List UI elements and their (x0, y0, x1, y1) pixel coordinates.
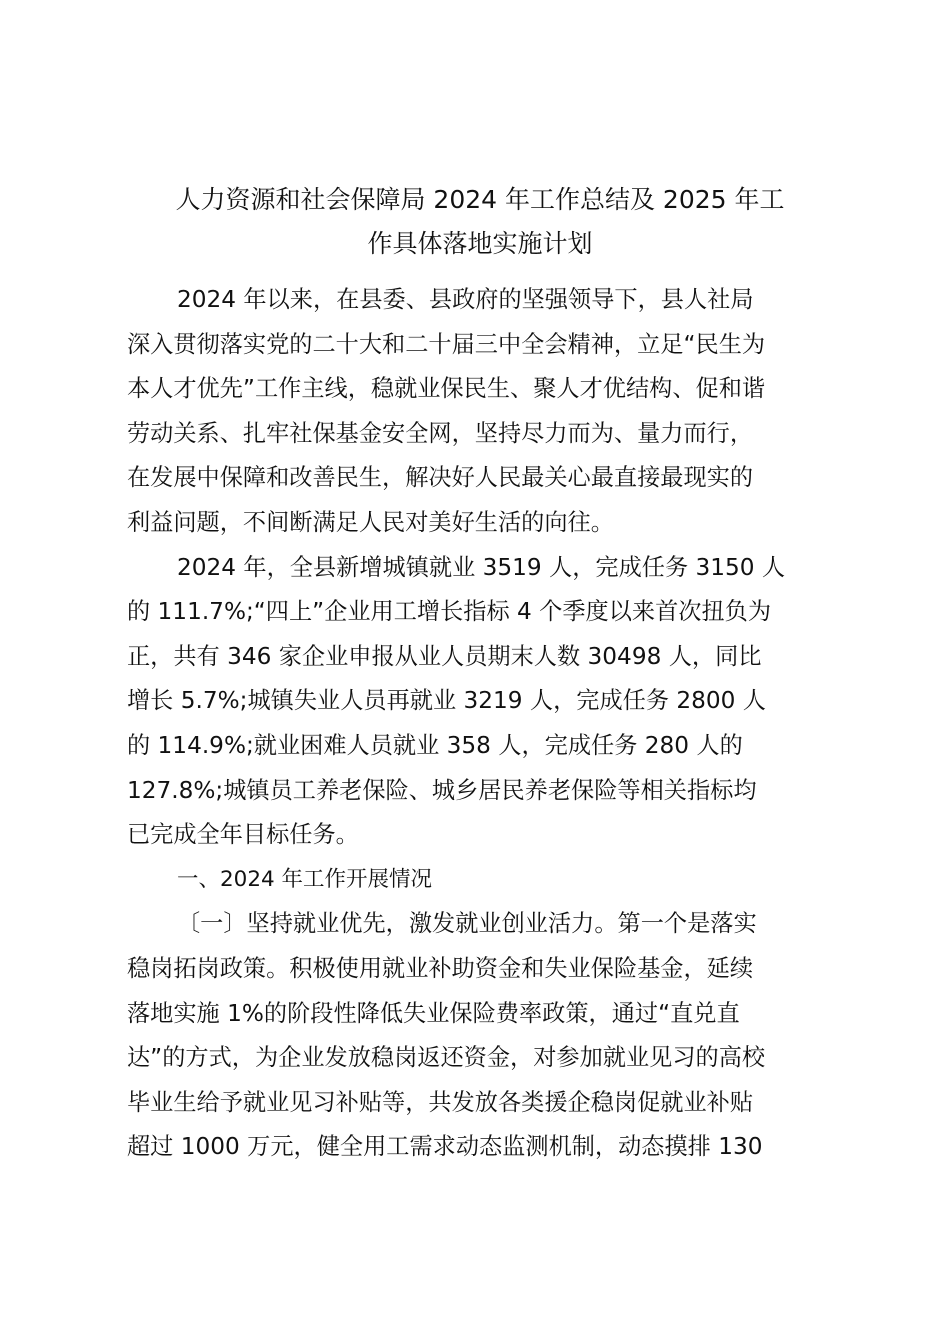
section-heading: 一、2024 年工作开展情况 (177, 866, 433, 892)
paragraph-line: 正，共有 346 家企业申报从业人员期末人数 30498 人，同比 (127, 642, 762, 670)
paragraph-line: 毕业生给予就业见习补贴等，共发放各类援企稳岗促就业补贴 (127, 1088, 754, 1116)
document-title (127, 178, 833, 266)
paragraph-line: 利益问题，不间断满足人民对美好生活的向往。 (127, 508, 614, 536)
paragraph-line: 落地实施 1%的阶段性降低失业保险费率政策，通过“直兑直 (127, 999, 740, 1027)
subsection-paragraph (127, 902, 833, 1170)
document-body (127, 278, 833, 1170)
paragraph-line: 的 111.7%;“四上”企业用工增长指标 4 个季度以来首次扭负为 (127, 598, 772, 626)
paragraph-line: 达”的方式，为企业发放稳岗返还资金，对参加就业见习的高校 (127, 1044, 766, 1072)
paragraph-line: 稳岗拓岗政策。积极使用就业补助资金和失业保险基金，延续 (127, 954, 754, 982)
paragraph-line: 〔一〕坚持就业优先，激发就业创业活力。第一个是落实 (177, 910, 757, 938)
paragraph-line: 劳动关系、扎牢社保基金安全网，坚持尽力而为、量力而行， (127, 419, 754, 447)
paragraph-line: 2024 年，全县新增城镇就业 3519 人，完成任务 3150 人 (177, 553, 786, 581)
paragraph-line: 在发展中保障和改善民生，解决好人民最关心最直接最现实的 (127, 464, 754, 492)
paragraph-line: 增长 5.7%;城镇失业人员再就业 3219 人，完成任务 2800 人 (127, 687, 766, 715)
statistics-paragraph (127, 546, 833, 858)
title-line: 作具体落地实施计划 (367, 229, 593, 258)
paragraph-line: 127.8%;城镇员工养老保险、城乡居民养老保险等相关指标均 (127, 776, 757, 804)
paragraph-line: 超过 1000 万元，健全用工需求动态监测机制，动态摸排 130 (127, 1133, 763, 1161)
paragraph-line: 本人才优先”工作主线，稳就业保民生、聚人才优结构、促和谐 (127, 375, 766, 403)
intro-paragraph (127, 278, 833, 546)
paragraph-line: 的 114.9%;就业困难人员就业 358 人，完成任务 280 人的 (127, 731, 743, 759)
paragraph-line: 2024 年以来，在县委、县政府的坚强领导下，县人社局 (177, 286, 754, 313)
paragraph-line: 已完成全年目标任务。 (127, 821, 359, 849)
paragraph-line: 深入贯彻落实党的二十大和二十届三中全会精神，立足“民生为 (127, 330, 766, 358)
title-line: 人力资源和社会保障局 2024 年工作总结及 2025 年工 (175, 185, 785, 214)
